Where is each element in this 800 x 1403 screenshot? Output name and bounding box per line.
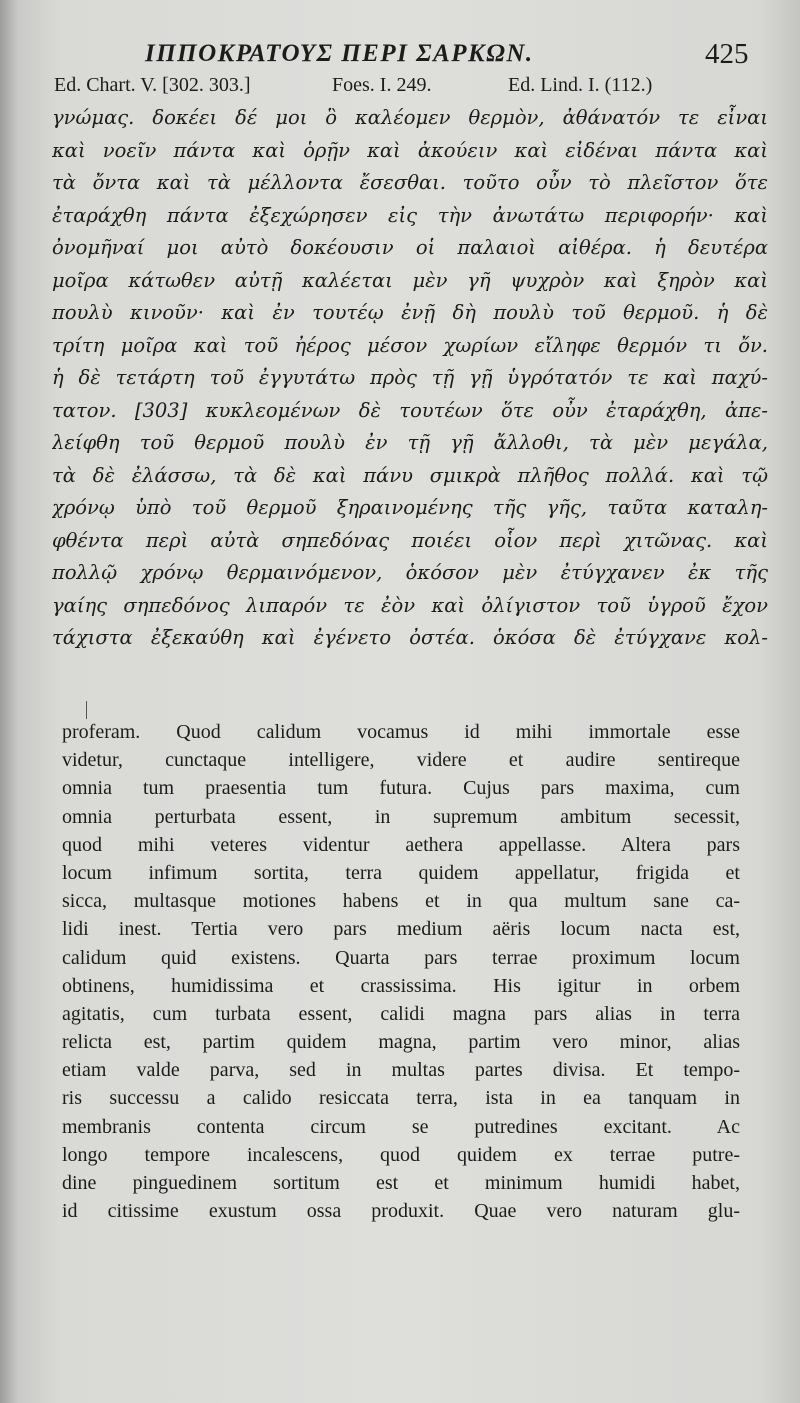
latin-text-line: videtur, cunctaque intelligere, videre et audire sentireque xyxy=(62,749,740,772)
latin-translation xyxy=(62,718,740,1225)
greek-text-line: φθέντα περὶ αὐτὰ σηπεδόνας ποιέει οἷον περὶ χιτῶνας. καὶ xyxy=(52,528,768,552)
latin-text-line: agitatis, cum turbata essent, calidi magna pars alias in terra xyxy=(62,1002,740,1025)
greek-text-line: ὀνομῆναί μοι αὐτὸ δοκέουσιν οἱ παλαιοὶ αἰθέρα. ἡ δευτέρα xyxy=(52,236,768,259)
latin-text-line: dine pinguedinem sortitum est et minimum humidi habet, xyxy=(62,1172,740,1194)
edition-references xyxy=(54,74,754,104)
edition-foes-ref: Foes. I. 249. xyxy=(332,74,432,96)
edition-lind-ref: Ed. Lind. I. (112.) xyxy=(508,74,653,96)
edition-chart-ref: Ed. Chart. V. [302. 303.] xyxy=(54,74,251,96)
greek-text-line: γαίης σηπεδόνος λιπαρόν τε ἐὸν καὶ ὀλίγιστον τοῦ ὑγροῦ ἔχον xyxy=(52,593,768,617)
latin-text-line: proferam. Quod calidum vocamus id mihi immortale esse xyxy=(62,721,740,743)
greek-text-line: πολλῷ χρόνῳ θερμαινόμενον, ὁκόσον μὲν ἐτύγχανεν ἐκ τῆς xyxy=(52,561,768,584)
greek-text-line: τρίτη μοῖρα καὶ τοῦ ἠέρος μέσον χωρίων εἴληφε θερμόν τι ὄν. xyxy=(52,333,768,357)
greek-text-line: χρόνῳ ὑπὸ τοῦ θερμοῦ ξηραινομένης τῆς γῆς, ταῦτα καταλη- xyxy=(52,496,768,519)
greek-text-line: πουλὺ κινοῦν· καὶ ἐν τουτέῳ ἐνῇ δὴ πουλὺ τοῦ θερμοῦ. ἡ δὲ xyxy=(52,301,768,324)
greek-text-line: ἡ δὲ τετάρτη τοῦ ἐγγυτάτω πρὸς τῇ γῇ ὑγρότατόν τε καὶ παχύ- xyxy=(52,366,768,389)
latin-text-line: relicta est, partim quidem magna, partim vero minor, alias xyxy=(62,1031,740,1054)
latin-text-line: locum infimum sortita, terra quidem appellatur, frigida et xyxy=(62,861,740,884)
latin-text-line: ris successu a calido resiccata terra, ista in ea tanquam in xyxy=(62,1087,740,1110)
greek-text-line: μοῖρα κάτωθεν αὐτῇ καλέεται μὲν γῆ ψυχρὸν καὶ ξηρὸν καὶ xyxy=(52,268,768,292)
greek-text-line: λείφθη τοῦ θερμοῦ πουλὺ ἐν τῇ γῇ ἄλλοθι, τὰ μὲν μεγάλα, xyxy=(52,431,768,454)
latin-text-line: calidum quid existens. Quarta pars terrae proximum locum xyxy=(62,946,740,969)
greek-text-line: γνώμας. δοκέει δέ μοι ὃ καλέομεν θερμὸν, ἀθάνατόν τε εἶναι xyxy=(52,106,768,129)
greek-text-line: καὶ νοεῖν πάντα καὶ ὁρῇν καὶ ἀκούειν καὶ εἰδέναι πάντα καὶ xyxy=(52,138,768,162)
latin-text-line: omnia perturbata essent, in supremum ambitum secessit, xyxy=(62,805,740,828)
greek-text-line: τάχιστα ἐξεκαύθη καὶ ἐγένετο ὀστέα. ὁκόσα δὲ ἐτύγχανε κολ- xyxy=(52,626,768,649)
latin-text-line: longo tempore incalescens, quod quidem ex terrae putre- xyxy=(62,1143,740,1166)
greek-text-line: τὰ δὲ ἐλάσσω, τὰ δὲ καὶ πάνυ σμικρὰ πλῆθος πολλά. καὶ τῷ xyxy=(52,463,768,487)
greek-text-line: ἐταράχθη πάντα ἐξεχώρησεν εἰς τὴν ἀνωτάτω περιφορήν· καὶ xyxy=(52,203,768,227)
page-number: 425 xyxy=(705,38,749,70)
latin-text-line: lidi inest. Tertia vero pars medium aëris locum nacta est, xyxy=(62,918,740,941)
latin-text-line: omnia tum praesentia tum futura. Cujus pars maxima, cum xyxy=(62,777,740,800)
greek-text xyxy=(52,102,768,655)
running-head-title: ΙΠΠΟΚΡΑΤΟΥΣ ΠΕΡΙ ΣΑΡΚΩΝ. xyxy=(145,40,534,67)
column-divider-mark xyxy=(86,701,87,719)
greek-text-line: τατον. [303] κυκλεομένων δὲ τουτέων ὅτε οὖν ἐταράχθη, ἀπε- xyxy=(52,398,768,422)
latin-text-line: id citissime exustum ossa produxit. Quae vero naturam glu- xyxy=(62,1200,740,1223)
latin-text-line: membranis contenta circum se putredines excitant. Ac xyxy=(62,1115,740,1138)
latin-text-line: obtinens, humidissima et crassissima. His igitur in orbem xyxy=(62,974,740,997)
greek-text-line: τὰ ὄντα καὶ τὰ μέλλοντα ἔσεσθαι. τοῦτο οὖν τὸ πλεῖστον ὅτε xyxy=(52,171,768,194)
latin-text-line: etiam valde parva, sed in multas partes divisa. Et tempo- xyxy=(62,1059,740,1082)
latin-text-line: sicca, multasque motiones habens et in qua multum sane ca- xyxy=(62,890,740,913)
latin-text-line: quod mihi veteres videntur aethera appellasse. Altera pars xyxy=(62,833,740,856)
